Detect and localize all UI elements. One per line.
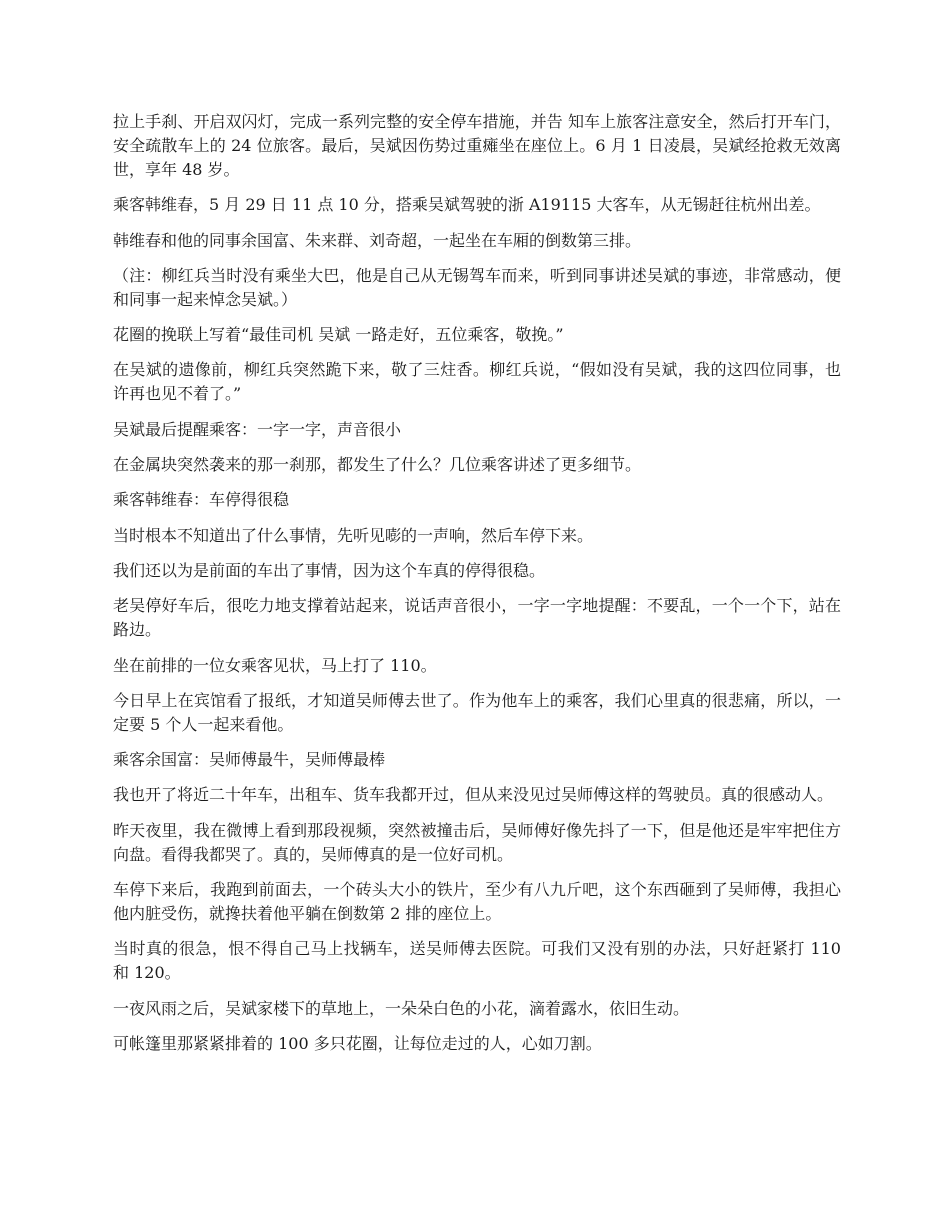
paragraph: 拉上手刹、开启双闪灯，完成一系列完整的安全停车措施，并告 知车上旅客注意安全，然后打开车门，安全疏散车上的 24 位旅客。最后，吴斌因伤势过重瘫坐在座位上。6 月 1 日凌晨，吴斌经抢救无效离世，享年 48 岁。 bbox=[113, 112, 841, 179]
paragraph: 坐在前排的一位女乘客见状，马上打了 110。 bbox=[113, 655, 437, 675]
section-heading: 吴斌最后提醒乘客：一字一字，声音很小 bbox=[113, 419, 402, 439]
paragraph: 在金属块突然袭来的那一刹那，都发生了什么？几位乘客讲述了更多细节。 bbox=[113, 455, 642, 475]
paragraph: 昨天夜里，我在微博上看到那段视频，突然被撞击后，吴师傅好像先抖了一下，但是他还是牢牢把住方向盘。看得我都哭了。真的，吴师傅真的是一位好司机。 bbox=[113, 820, 841, 864]
paragraph: 我也开了将近二十年车，出租车、货车我都开过，但从来没见过吴师傅这样的驾驶员。真的很感动人。 bbox=[113, 785, 834, 805]
paragraph: 在吴斌的遗像前，柳红兵突然跪下来，敬了三炷香。柳红兵说，“假如没有吴斌，我的这四位同事，也许再也见不着了。” bbox=[113, 360, 841, 404]
paragraph: 当时根本不知道出了什么事情，先听见嘭的一声响，然后车停下来。 bbox=[113, 525, 594, 545]
paragraph: 今日早上在宾馆看了报纸，才知道吴师傅去世了。作为他车上的乘客，我们心里真的很悲痛，所以，一定要 5 个人一起来看他。 bbox=[113, 690, 841, 734]
paragraph: 车停下来后，我跑到前面去，一个砖头大小的铁片，至少有八九斤吧，这个东西砸到了吴师傅，我担心他内脏受伤，就搀扶着他平躺在倒数第 2 排的座位上。 bbox=[113, 880, 841, 924]
paragraph: 可帐篷里那紧紧排着的 100 多只花圈，让每位走过的人，心如刀割。 bbox=[113, 1033, 602, 1053]
section-heading: 乘客韩维春：车停得很稳 bbox=[113, 490, 290, 510]
paragraph: 花圈的挽联上写着“最佳司机 吴斌 一路走好，五位乘客，敬挽。” bbox=[113, 325, 564, 345]
paragraph: 韩维春和他的同事余国富、朱来群、刘奇超，一起坐在车厢的倒数第三排。 bbox=[113, 230, 642, 250]
paragraph: 老吴停好车后，很吃力地支撑着站起来，说话声音很小，一字一字地提醒：不要乱，一个一个下，站在路边。 bbox=[113, 596, 841, 640]
section-heading: 乘客余国富：吴师傅最牛，吴师傅最棒 bbox=[113, 750, 386, 770]
paragraph: 一夜风雨之后，吴斌家楼下的草地上，一朵朵白色的小花，滴着露水，依旧生动。 bbox=[113, 998, 690, 1018]
paragraph: （注：柳红兵当时没有乘坐大巴，他是自己从无锡驾车而来，听到同事讲述吴斌的事迹，非常感动，便和同事一起来悼念吴斌。） bbox=[113, 265, 841, 309]
paragraph: 乘客韩维春，5 月 29 日 11 点 10 分，搭乘吴斌驾驶的浙 A19115 大客车，从无锡赶往杭州出差。 bbox=[113, 195, 821, 215]
paragraph: 当时真的很急，恨不得自己马上找辆车，送吴师傅去医院。可我们又没有别的办法，只好赶紧打 110 和 120。 bbox=[113, 939, 841, 983]
document-page bbox=[113, 110, 841, 1067]
paragraph: 我们还以为是前面的车出了事情，因为这个车真的停得很稳。 bbox=[113, 560, 546, 580]
